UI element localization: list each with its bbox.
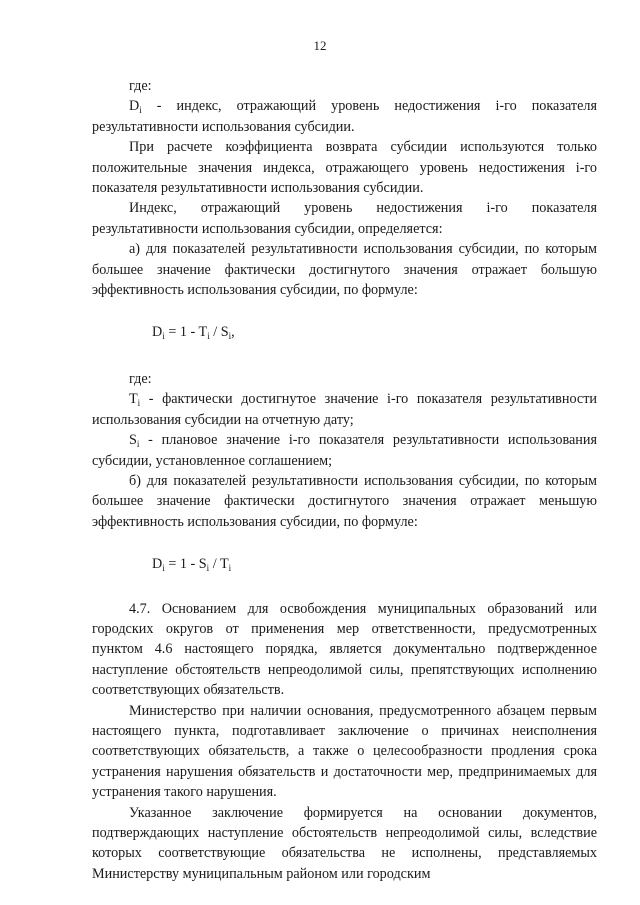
subscript-i: i bbox=[136, 439, 140, 450]
paragraph-case-b: б) для показателей результативности использования субсидии, по которым большее значение фактически достигнутого значения отражает меньшую эффективность использования субсидии, по формуле: bbox=[92, 472, 597, 530]
paragraph-ti-definition bbox=[92, 389, 597, 430]
paragraph-ministry: Министерство при наличии основания, предусмотренного абзацем первым настоящего пункта, подготавливает заключение о причинах неисполнения соответствующих обязательств, а также о целесообразности продления срока устранения нарушения обязательств и достаточности мер, предпринимаемых для устранения такого нарушения. bbox=[92, 702, 597, 801]
paragraph-where-2: где: bbox=[129, 370, 152, 387]
definition-text: - фактически достигнутое значение i-го показателя результативности использования субсидии на отчетную дату; bbox=[92, 391, 597, 428]
paragraph-where-1: где: bbox=[129, 78, 152, 94]
definition-text: - плановое значение i-го показателя результативности использования субсидии, установленное соглашением; bbox=[92, 432, 597, 469]
subscript-i: i bbox=[139, 105, 142, 116]
paragraph-conclusion: Указанное заключение формируется на основании документов, подтверждающих наступление обстоятельств непреодолимой силы, вследствие которых соответствующие обязательства не исполнены, представляемых Министерству муниципальным районом или городским bbox=[92, 804, 597, 882]
paragraph-4-7: 4.7. Основанием для освобождения муниципальных образований или городских округов от применения мер ответственности, предусмотренных пунктом 4.6 настоящего порядка, является документально подтвержденное наступление обстоятельств непреодолимой силы, препятствующих исполнению соответствующих обязательств. bbox=[92, 600, 597, 699]
formula-b: $D_i = 1 - S_i / T_i$ bbox=[152, 556, 232, 574]
formula-a: $D_i = 1 - T_i / S_i$, bbox=[152, 324, 235, 342]
symbol-d: D bbox=[129, 98, 140, 115]
paragraph-case-a: а) для показателей результативности использования субсидии, по которым большее значение фактически достигнутого значения отражает большую эффективность использования субсидии, по формуле: bbox=[92, 241, 597, 299]
document-body bbox=[92, 76, 597, 884]
symbol-s: S bbox=[129, 432, 137, 449]
subscript-i: i bbox=[137, 398, 141, 409]
paragraph-coefficient: При расчете коэффициента возврата субсидии используются только положительные значения индекса, отражающего уровень недостижения i-го показателя результативности использования субсидии. bbox=[92, 139, 597, 197]
definition-text: - индекс, отражающий уровень недостижения i-го показателя результативности использования субсидии. bbox=[92, 98, 597, 135]
symbol-t: T bbox=[129, 391, 138, 408]
page-number: 12 bbox=[313, 38, 327, 53]
paragraph-index: Индекс, отражающий уровень недостижения i-го показателя результативности использования субсидии, определяется: bbox=[92, 200, 597, 237]
paragraph-si-definition bbox=[92, 430, 597, 471]
paragraph-di-definition bbox=[92, 96, 597, 137]
